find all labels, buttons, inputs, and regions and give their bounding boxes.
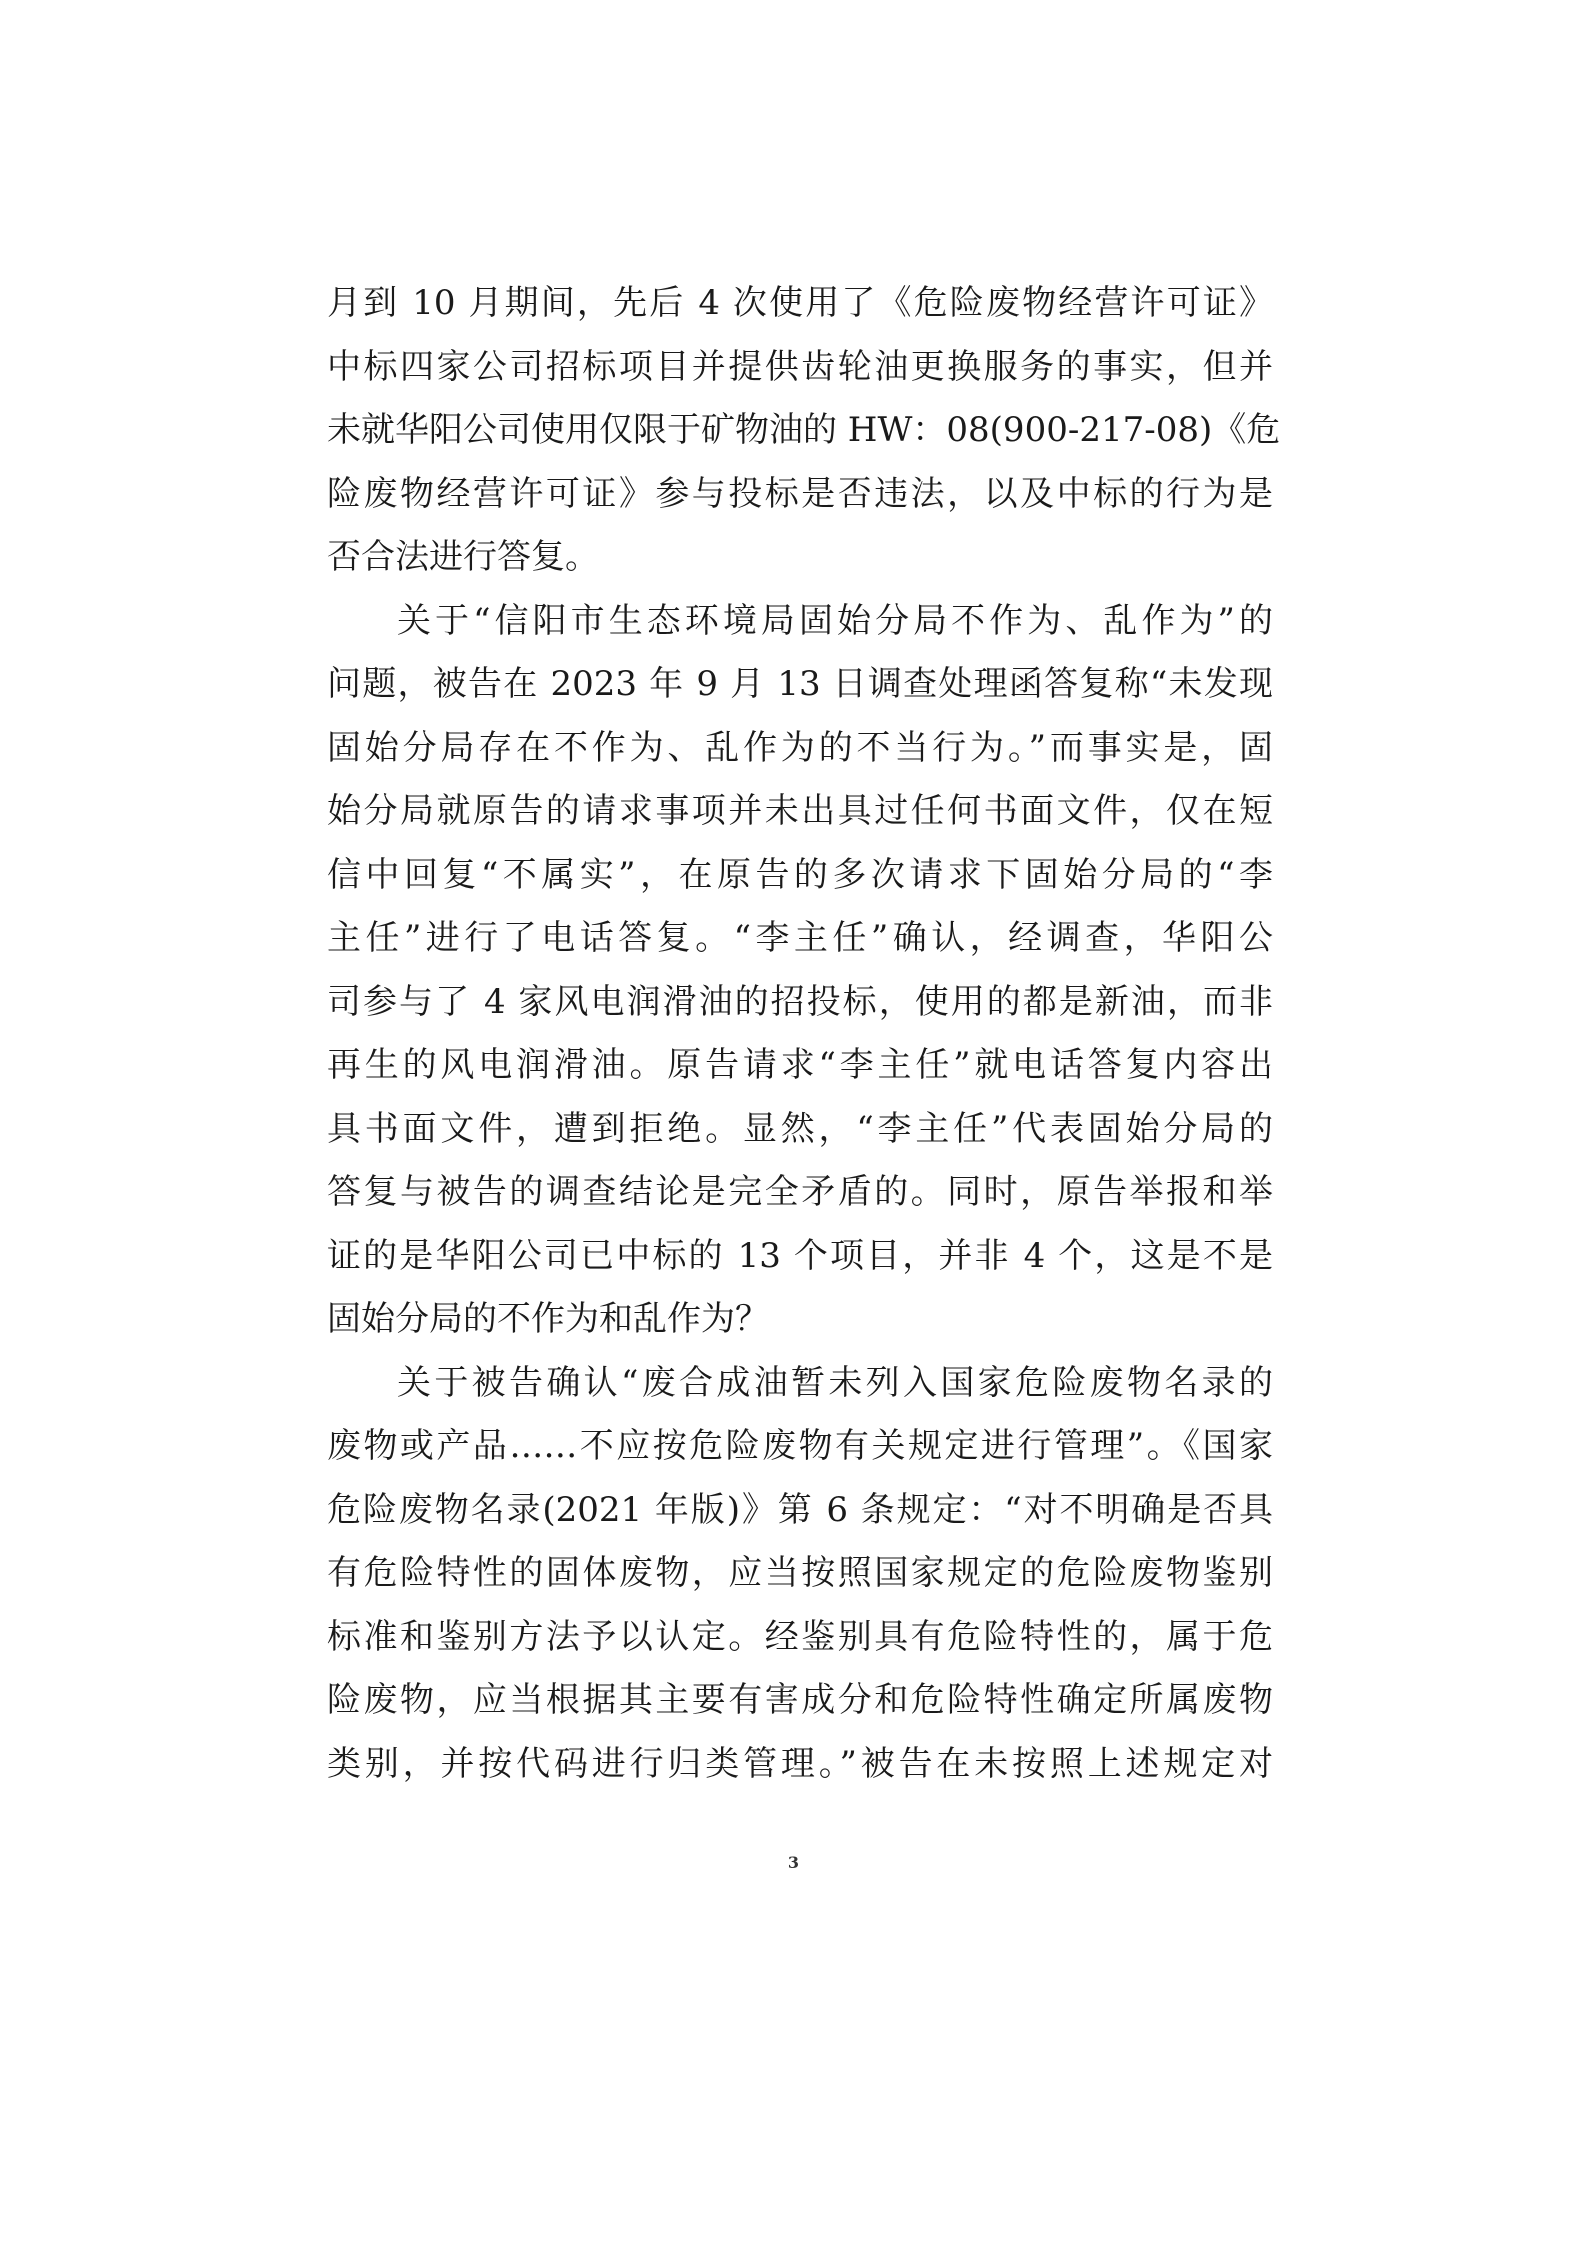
text-line: 废物或产品……不应按危险废物有关规定进行管理”。《国家: [327, 1426, 1273, 1466]
page-number: 3: [787, 1853, 800, 1872]
text-line: 危险废物名录(2021 年版)》第 6 条规定：“对不明确是否具: [327, 1489, 1273, 1530]
text-line: 始分局就原告的请求事项并未出具过任何书面文件，仅在短: [327, 791, 1273, 831]
text-line: 险废物，应当根据其主要有害成分和危险特性确定所属废物: [327, 1680, 1273, 1720]
text-line: 司参与了 4 家风电润滑油的招投标，使用的都是新油，而非: [327, 981, 1273, 1022]
text-line: 具书面文件，遭到拒绝。显然，“李主任”代表固始分局的: [327, 1108, 1273, 1149]
text-line: 问题，被告在 2023 年 9 月 13 日调查处理函答复称“未发现: [327, 664, 1273, 704]
text-line: 主任”进行了电话答复。“李主任”确认，经调查，华阳公: [327, 918, 1273, 958]
paragraph-first-line: 关于被告确认“废合成油暂未列入国家危险废物名录的: [397, 1362, 1273, 1403]
text-line: 固始分局的不作为和乱作为？: [327, 1299, 769, 1339]
text-line: 再生的风电润滑油。原告请求“李主任”就电话答复内容出: [327, 1045, 1273, 1085]
text-line: 固始分局存在不作为、乱作为的不当行为。”而事实是，固: [327, 727, 1273, 768]
text-line: 有危险特性的固体废物，应当按照国家规定的危险废物鉴别: [327, 1553, 1273, 1593]
text-line: 信中回复“不属实”，在原告的多次请求下固始分局的“李: [327, 854, 1273, 895]
text-line: 证的是华阳公司已中标的 13 个项目，并非 4 个，这是不是: [327, 1235, 1273, 1276]
text-line: 标准和鉴别方法予以认定。经鉴别具有危险特性的，属于危: [327, 1616, 1273, 1657]
paragraph-first-line: 关于“信阳市生态环境局固始分局不作为、乱作为”的: [397, 600, 1273, 641]
text-line: 答复与被告的调查结论是完全矛盾的。同时，原告举报和举: [327, 1172, 1273, 1212]
text-line: 类别，并按代码进行归类管理。”被告在未按照上述规定对: [327, 1743, 1273, 1784]
text-line: 险废物经营许可证》参与投标是否违法，以及中标的行为是: [327, 473, 1273, 514]
text-line: 未就华阳公司使用仅限于矿物油的 HW：08(900-217-08)《危: [327, 410, 1281, 450]
text-line: 否合法进行答复。: [327, 537, 599, 577]
text-line: 月到 10 月期间，先后 4 次使用了《危险废物经营许可证》: [327, 283, 1273, 323]
body-text: [327, 272, 1281, 1796]
text-line: 中标四家公司招标项目并提供齿轮油更换服务的事实，但并: [327, 346, 1273, 387]
